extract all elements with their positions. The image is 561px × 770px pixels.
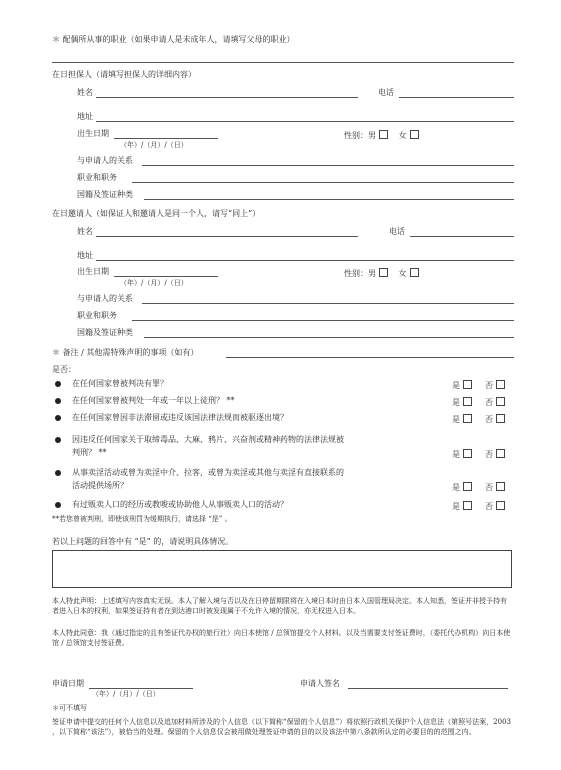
question-1-no bbox=[485, 380, 505, 390]
guarantor-female-label: 女 bbox=[398, 131, 407, 140]
spouse-occupation-label: ＊ 配偶所从事的职业（如果申请人是未成年人，请填写父母的职业） bbox=[52, 35, 295, 44]
question-6-no bbox=[485, 501, 505, 511]
no-label: 否 bbox=[485, 381, 493, 390]
question-5-yes bbox=[452, 482, 472, 492]
no-label: 否 bbox=[485, 483, 493, 492]
bullet-icon bbox=[55, 415, 61, 421]
guarantor-relation-label: 与申请人的关系 bbox=[77, 156, 133, 165]
applicant-signature-field[interactable] bbox=[348, 688, 508, 689]
question-4-text-line1: 因违反任何国家关于取缔毒品、大麻、鸦片、兴奋剂或精神药物的法律法规被 bbox=[72, 435, 344, 444]
application-date-hint: （年）/（月）/（日） bbox=[92, 690, 160, 698]
inviter-phone-field[interactable] bbox=[410, 236, 514, 237]
inviter-female-label: 女 bbox=[398, 269, 407, 278]
question-4-no-checkbox[interactable] bbox=[496, 449, 505, 458]
application-date-field[interactable] bbox=[89, 688, 193, 689]
guarantor-name-label: 姓名 bbox=[77, 88, 93, 97]
question-5-yes-checkbox[interactable] bbox=[463, 482, 472, 491]
guarantor-dob-hint: （年）/（月）/（日） bbox=[120, 141, 188, 149]
yes-label: 是 bbox=[452, 381, 460, 390]
guarantor-gender-label: 性别：男 bbox=[344, 131, 376, 140]
inviter-job-label: 职业和职务 bbox=[77, 311, 117, 320]
inviter-female-checkbox[interactable] bbox=[410, 268, 419, 277]
question-2-no-checkbox[interactable] bbox=[496, 397, 505, 406]
guarantor-male-checkbox[interactable] bbox=[379, 130, 388, 139]
no-label: 否 bbox=[485, 415, 493, 424]
yes-label: 是 bbox=[452, 450, 460, 459]
inviter-nationality-field[interactable] bbox=[144, 337, 514, 338]
guarantor-nationality-label: 国籍及签证种类 bbox=[77, 190, 133, 199]
no-label: 否 bbox=[485, 450, 493, 459]
question-3-yes-checkbox[interactable] bbox=[463, 414, 472, 423]
inviter-relation-label: 与申请人的关系 bbox=[77, 294, 133, 303]
question-3-no bbox=[485, 414, 505, 424]
inviter-gender-label: 性别：男 bbox=[344, 269, 376, 278]
explain-label: 若以上问题的回答中有 “是” 的，请说明具体情况。 bbox=[52, 537, 234, 546]
inviter-name-label: 姓名 bbox=[77, 227, 93, 236]
question-6-yes bbox=[452, 501, 472, 511]
question-3-no-checkbox[interactable] bbox=[496, 414, 505, 423]
question-1-text: 在任何国家曾被判决有罪？ bbox=[72, 379, 168, 388]
questions-footnote: **若您曾被判刑，即使该刑罚为缓期执行，请选择 “是” 。 bbox=[52, 515, 232, 523]
question-2-text: 在任何国家曾被判处一年或一年以上徒刑？ ** bbox=[72, 396, 235, 405]
bullet-icon bbox=[55, 437, 61, 443]
question-5-text-line2: 活动提供场所？ bbox=[72, 481, 128, 490]
question-5-no bbox=[485, 482, 505, 492]
optional-note: ＊可不填写 bbox=[52, 704, 87, 712]
inviter-dob-hint: （年）/（月）/（日） bbox=[120, 279, 188, 287]
guarantor-dob-field[interactable] bbox=[114, 138, 218, 139]
inviter-dob-field[interactable] bbox=[114, 276, 218, 277]
question-3-text: 在任何国家曾因非法滞留或违反该国法律法规而被驱逐出境？ bbox=[72, 413, 288, 422]
inviter-section-title: 在日邀请人（如保证人和邀请人是同一个人，请写“同上”） bbox=[52, 209, 261, 218]
guarantor-address-field[interactable] bbox=[96, 121, 514, 122]
question-6-text: 有过贩卖人口的经历或教唆或协助他人从事贩卖人口的活动？ bbox=[72, 500, 288, 509]
question-5-text-line1: 从事卖淫活动或曾为卖淫中介、拉客，或曾为卖淫或其他与卖淫有直接联系的 bbox=[72, 468, 344, 477]
guarantor-relation-field[interactable] bbox=[142, 165, 514, 166]
bullet-icon bbox=[55, 381, 61, 387]
question-2-no bbox=[485, 397, 505, 407]
question-6-no-checkbox[interactable] bbox=[496, 501, 505, 510]
remarks-field[interactable] bbox=[226, 357, 514, 358]
guarantor-job-label: 职业和职务 bbox=[77, 173, 117, 182]
question-5-no-checkbox[interactable] bbox=[496, 482, 505, 491]
question-3-yes bbox=[452, 414, 472, 424]
yes-label: 是 bbox=[452, 502, 460, 511]
inviter-address-field[interactable] bbox=[96, 260, 514, 261]
inviter-relation-field[interactable] bbox=[142, 303, 514, 304]
question-1-yes bbox=[452, 380, 472, 390]
inviter-male-checkbox[interactable] bbox=[379, 268, 388, 277]
yes-label: 是 bbox=[452, 483, 460, 492]
yes-label: 是 bbox=[452, 415, 460, 424]
guarantor-job-field[interactable] bbox=[132, 182, 514, 183]
inviter-dob-label: 出生日期 bbox=[77, 267, 109, 276]
explain-textarea[interactable] bbox=[52, 550, 512, 588]
declaration-consent: 本人特此同意：我（通过指定的且有签证代办权的旅行社）向日本使馆 / 总领馆提交个人材料。以及当需要支付签证费时，（委托代办机构）向日本使馆 / 总领馆支付签证费。 bbox=[52, 629, 511, 647]
applicant-signature-label: 申请人签名 bbox=[300, 679, 340, 688]
guarantor-dob-label: 出生日期 bbox=[77, 129, 109, 138]
bullet-icon bbox=[55, 470, 61, 476]
question-4-text-line2: 判刑？ ** bbox=[72, 448, 107, 457]
question-4-yes-checkbox[interactable] bbox=[463, 449, 472, 458]
remarks-label: ＊ 备注 / 其他需特殊声明的事项（如有） bbox=[52, 348, 199, 357]
application-date-label: 申请日期 bbox=[52, 679, 84, 688]
no-label: 否 bbox=[485, 398, 493, 407]
inviter-gender bbox=[344, 268, 419, 278]
inviter-phone-label: 电话 bbox=[389, 227, 405, 236]
guarantor-name-field[interactable] bbox=[96, 97, 358, 98]
guarantor-phone-label: 电话 bbox=[378, 88, 394, 97]
question-2-yes bbox=[452, 397, 472, 407]
question-2-yes-checkbox[interactable] bbox=[463, 397, 472, 406]
guarantor-female-checkbox[interactable] bbox=[410, 130, 419, 139]
question-6-yes-checkbox[interactable] bbox=[463, 501, 472, 510]
question-1-yes-checkbox[interactable] bbox=[463, 380, 472, 389]
declaration-truth: 本人特此声明：上述填写内容真实无误。本人了解入境与否以及在日停留期限将在入境日本时由日本入国管理局决定。本人知悉，签证并非授予持有者进入日本的权利，如果签证持有者在到达港口时被发现属于不允许入境的情况，亦无权进入日本。 bbox=[52, 597, 507, 615]
spouse-occupation-field[interactable] bbox=[52, 62, 514, 63]
bullet-icon bbox=[55, 502, 61, 508]
guarantor-address-label: 地址 bbox=[77, 112, 93, 121]
inviter-address-label: 地址 bbox=[77, 251, 93, 260]
yes-label: 是 bbox=[452, 398, 460, 407]
question-4-yes bbox=[452, 449, 472, 459]
inviter-job-field[interactable] bbox=[132, 320, 514, 321]
guarantor-phone-field[interactable] bbox=[399, 97, 514, 98]
guarantor-section-title: 在日担保人（请填写担保人的详细内容） bbox=[52, 70, 196, 79]
question-1-no-checkbox[interactable] bbox=[496, 380, 505, 389]
guarantor-gender bbox=[344, 130, 419, 140]
guarantor-nationality-field[interactable] bbox=[144, 199, 514, 200]
bullet-icon bbox=[55, 398, 61, 404]
inviter-name-field[interactable] bbox=[96, 236, 358, 237]
questions-intro: 是否： bbox=[52, 365, 76, 374]
question-4-no bbox=[485, 449, 505, 459]
privacy-statement: 签证申请中提交的任何个人信息以及追加材料所涉及的个人信息（以下简称“保留的个人信息”）将依照行政机关保护个人信息法（第照号法案，2003 ，以下简称“该法”），被恰当的处理。保留的个人信息仅会被用做处理签证申请的目的以及该法中第八条款所认定的必要目的的范围之内。 bbox=[52, 718, 511, 736]
inviter-nationality-label: 国籍及签证种类 bbox=[77, 328, 133, 337]
no-label: 否 bbox=[485, 502, 493, 511]
